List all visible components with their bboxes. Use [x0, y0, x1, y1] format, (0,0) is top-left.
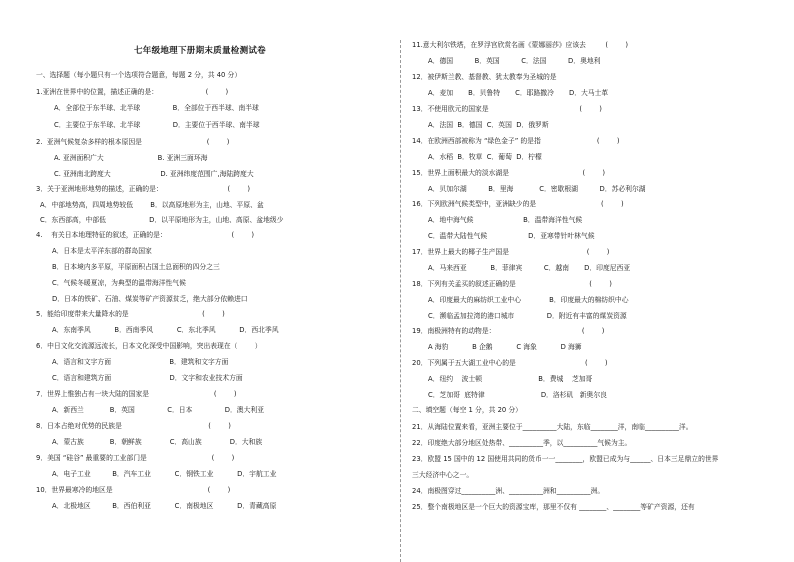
exam-title: 七年级地理下册期末质量检测试卷 [133, 46, 266, 56]
q2-stem: 2. 亚洲气候复杂多样的根本原因是 ( ) [36, 138, 230, 146]
q16-options-ab: A．地中海气候 B．温带海洋性气候 [428, 216, 583, 224]
q1-stem: 1.亚洲在世界中的位置，描述正确的是： ( ) [36, 88, 229, 96]
q18-options-ab: A．印度最大的麻纺织工业中心 B．印度最大的棉纺织中心 [428, 296, 629, 304]
q3-options-cd: C．东西部高，中部低 D．以平原地形为主，山地、高原、盆地级少 [40, 216, 284, 224]
q3-stem: 3．关于亚洲地形地势的描述，正确的是： ( ) [36, 185, 251, 193]
q6-options-ab: A．语言和文字方面 B．建筑和文字方面 [52, 358, 229, 366]
column-divider [400, 40, 401, 562]
q1-options-ab: A．全部位于东半球、北半球 B．全部位于西半球、南半球 [54, 104, 259, 112]
q14-options: A．水稻 B．牧草 C．葡萄 D．柠檬 [428, 153, 542, 161]
q9-options: A．电子工业 B．汽车工业 C．钢铁工业 D．宇航工业 [52, 470, 277, 478]
q3-options-ab: A．中部地势高，四周地势较低 B．以高原地形为主，山地、平原、盆 [40, 201, 264, 209]
q4-option-a: A．日本是太平洋东部的群岛国家 [52, 247, 152, 255]
q13-stem: 13．不使用欧元的国家是 ( ) [412, 105, 602, 113]
q10-stem: 10．世界最寒冷的地区是 ( ) [36, 486, 231, 494]
q7-options: A．新西兰 B．英国 C．日本 D．澳大利亚 [52, 406, 264, 414]
q17-stem: 17．世界上最大的椰子生产国是 ( ) [412, 248, 610, 256]
q13-options: A．法国 B．德国 C．英国 D．俄罗斯 [428, 121, 549, 129]
q6-options-cd: C．语言和建筑方面 D．文字和农业技术方面 [52, 374, 243, 382]
q1-options-cd: C．主要位于东半球、北半球 D．主要位于西半球、南半球 [54, 121, 260, 129]
q23-text-line2: 三大经济中心之一。 [412, 471, 474, 479]
q19-options: A 海豹 B 企鹅 C 海象 D 海狮 [428, 343, 582, 351]
q11-stem: 11.意大利尔铁塔，在罗浮宫欣赏名画《蒙娜丽莎》应该去 ( ) [412, 41, 628, 49]
q11-options: A．德国 B．英国 C．法国 D．奥地利 [428, 57, 601, 65]
q17-options: A．马来西亚 B．菲律宾 C．越南 D．印度尼西亚 [428, 264, 631, 272]
q7-stem: 7．世界上惟独占有一块大陆的国家是 ( ) [36, 390, 237, 398]
q5-options: A．东南季风 B．西南季风 C．东北季风 D．西北季风 [52, 326, 279, 334]
q8-options: A．蒙古族 B．朝鲜族 C．高山族 D．大和族 [52, 438, 263, 446]
q14-stem: 14．在欧洲西部被称为 “绿色金子” 的是指 ( ) [412, 137, 620, 145]
q15-stem: 15．世界上面积最大的淡水湖是 ( ) [412, 169, 606, 177]
q25-text: 25．整个南极地区是一个巨大的资源宝库，那里不仅有 ________、________等矿产资源，还有 [412, 503, 695, 511]
q16-options-cd: C．温带大陆性气候 D．亚寒带针叶林气候 [428, 232, 595, 240]
q20-options-ab: A．纽约 波士顿 B．费城 芝加哥 [428, 375, 593, 383]
q20-options-cd: C．芝加哥 底特律 D．洛杉矶 新奥尔良 [428, 391, 607, 399]
q2-options-ab: A. 亚洲面积广大 B. 亚洲三面环海 [54, 154, 208, 162]
q12-stem: 12．被伊斯兰教、基督教、犹太教奉为圣城的是 [412, 73, 557, 81]
q19-stem: 19．南极洲特有的动物是： ( ) [412, 327, 605, 335]
q18-options-cd: C．濒临孟加拉湾的港口城市 D．附近有丰富的煤炭资源 [428, 312, 627, 320]
q12-options: A．麦加 B．贝鲁特 C．耶路撒冷 D．大马士革 [428, 89, 609, 97]
q5-stem: 5．能给印度带来大量降水的是 ( ) [36, 310, 225, 318]
q9-stem: 9．美国 “硅谷” 最重要的工业部门是 ( ) [36, 454, 235, 462]
q6-stem: 6．中日文化交流源远流长，日本文化深受中国影响，突出表现在（ ） [36, 342, 262, 350]
q8-stem: 8．日本占绝对优势的民族是 ( ) [36, 422, 231, 430]
section-fill-heading: 二、填空题（每空 1 分，共 20 分） [412, 406, 522, 414]
q10-options: A．北极地区 B．西伯利亚 C．南极地区 D．青藏高原 [52, 502, 277, 510]
q24-text: 24．南极图穿过__________洲、__________洲和__________洲。 [412, 487, 605, 495]
q20-stem: 20．下列属于五大湖工业中心的是 ( ) [412, 359, 608, 367]
q18-stem: 18．下列有关孟买的叙述正确的是 ( ) [412, 280, 612, 288]
q21-text: 21．从海陆位置来看，亚洲主要位于__________大陆，东临________洋，南临__________洋。 [412, 423, 693, 431]
q4-stem: 4. 有关日本地理特征的叙述，正确的是： ( ) [36, 231, 255, 239]
q23-text-line1: 23．欧盟 15 国中的 12 国使用共同的货币一一________，欧盟已成为与______、日本三足鼎立的世界 [412, 455, 719, 463]
q4-option-d: D．日本的铁矿、石油、煤炭等矿产资源贫乏，绝大部分依赖进口 [52, 295, 248, 303]
q4-option-b: B．日本境内多平原，平原面积占国土总面积的四分之三 [52, 263, 220, 271]
q22-text: 22．印度绝大部分地区处热带、__________季，以__________气候为主。 [412, 439, 632, 447]
q4-option-c: C．气候冬暖夏凉，为典型的温带海洋性气候 [52, 279, 186, 287]
q16-stem: 16．下列欧洲气候类型中，亚洲缺少的是 ( ) [412, 200, 624, 208]
q15-options: A．贝加尔湖 B．里海 C．密歇根湖 D．苏必利尔湖 [428, 185, 646, 193]
section-choice-heading: 一、选择题（每小题只有一个选项符合题意，每题 2 分，共 40 分） [36, 71, 242, 79]
q2-options-cd: C. 亚洲南北跨度大 D. 亚洲纬度范围广,海陆跨度大 [54, 170, 254, 178]
